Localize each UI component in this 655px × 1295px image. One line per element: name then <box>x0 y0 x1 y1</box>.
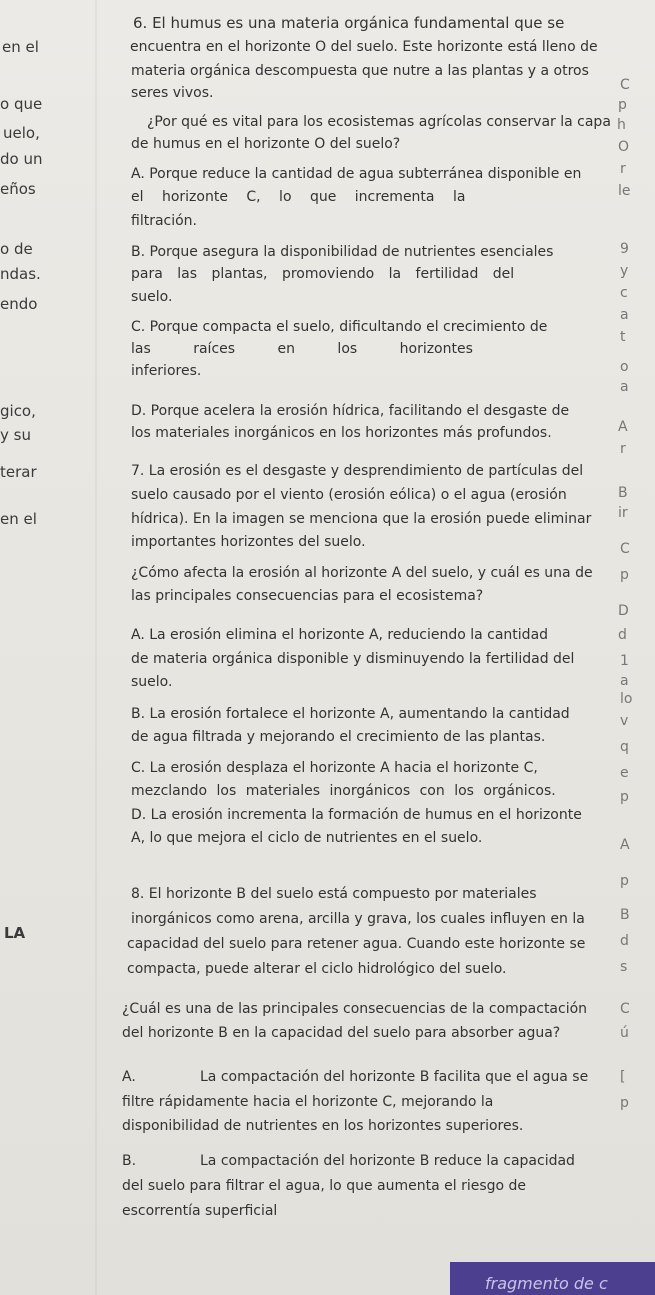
q6-option-b[interactable]: B. Porque asegura la disponibilidad de nutrientes esenciales <box>131 244 554 260</box>
left-fragment: o que <box>0 95 43 113</box>
q6-option-d[interactable]: D. Porque acelera la erosión hídrica, facilitando el desgaste de <box>131 403 570 419</box>
q7-option-b[interactable]: de agua filtrada y mejorando el crecimiento de las plantas. <box>131 729 546 745</box>
right-fragment: p <box>620 567 629 583</box>
right-fragment: 9 <box>620 241 629 257</box>
right-fragment: O <box>618 139 630 155</box>
q6-option-c[interactable]: C. Porque compacta el suelo, dificultando el crecimiento de <box>131 319 548 335</box>
page-fold <box>95 0 97 1295</box>
q8-option-b[interactable]: La compactación del horizonte B reduce la capacidad <box>200 1153 575 1169</box>
q7-intro-line: suelo causado por el viento (erosión eólica) o el agua (erosión <box>131 487 567 503</box>
q6-intro-line: seres vivos. <box>131 85 214 101</box>
left-fragment: do un <box>0 150 43 168</box>
right-fragment: C <box>620 1001 630 1017</box>
right-fragment: A <box>620 837 630 853</box>
q8-question: ¿Cuál es una de las principales consecuencias de la compactación <box>122 1001 588 1017</box>
left-fragment: LA <box>4 924 26 942</box>
right-fragment: 1 <box>620 653 629 669</box>
right-fragment: y <box>620 263 629 279</box>
right-fragment: C <box>620 541 630 557</box>
q8-intro-line: 8. El horizonte B del suelo está compuesto por materiales <box>131 886 537 902</box>
right-fragment: le <box>618 183 631 199</box>
q8-option-b-label[interactable]: B. <box>122 1153 137 1169</box>
q8-intro-line: inorgánicos como arena, arcilla y grava, los cuales influyen en la <box>131 911 585 927</box>
q7-option-c[interactable]: C. La erosión desplaza el horizonte A hacia el horizonte C, <box>131 760 538 776</box>
q7-option-c[interactable]: mezclando los materiales inorgánicos con los orgánicos. <box>131 783 556 799</box>
right-fragment: v <box>620 713 629 729</box>
left-fragment: uelo, <box>3 124 40 142</box>
q6-option-c[interactable]: inferiores. <box>131 363 202 379</box>
left-fragment: terar <box>0 463 37 481</box>
right-fragment: p <box>620 1095 629 1111</box>
q8-option-a[interactable]: La compactación del horizonte B facilita que el agua se <box>200 1069 589 1085</box>
right-fragment: o <box>620 359 629 375</box>
q7-option-d[interactable]: D. La erosión incrementa la formación de humus en el horizonte <box>131 807 582 823</box>
q8-intro-line: compacta, puede alterar el ciclo hidrológico del suelo. <box>127 961 507 977</box>
right-fragment: t <box>620 329 626 345</box>
left-fragment: endo <box>0 295 38 313</box>
right-fragment: p <box>618 97 627 113</box>
right-fragment: A <box>618 419 628 435</box>
q7-option-b[interactable]: B. La erosión fortalece el horizonte A, aumentando la cantidad <box>131 706 570 722</box>
q6-option-c[interactable]: las raíces en los horizontes <box>131 341 473 357</box>
right-fragment: [ <box>620 1069 626 1085</box>
q7-option-a[interactable]: suelo. <box>131 674 173 690</box>
q7-option-d[interactable]: A, lo que mejora el ciclo de nutrientes en el suelo. <box>131 830 483 846</box>
q7-intro-line: importantes horizontes del suelo. <box>131 534 366 550</box>
q6-intro-line: encuentra en el horizonte O del suelo. Este horizonte está lleno de <box>130 39 598 55</box>
q6-option-a[interactable]: filtración. <box>131 213 198 229</box>
left-fragment: gico, <box>0 402 36 420</box>
right-fragment: s <box>620 959 628 975</box>
left-fragment: o de <box>0 240 33 258</box>
right-fragment: h <box>617 117 626 133</box>
q6-question: ¿Por qué es vital para los ecosistemas agrícolas conservar la capa <box>147 114 611 130</box>
q7-option-a[interactable]: de materia orgánica disponible y disminuyendo la fertilidad del <box>131 651 575 667</box>
q6-option-b[interactable]: suelo. <box>131 289 173 305</box>
q8-option-a[interactable]: filtre rápidamente hacia el horizonte C, mejorando la <box>122 1094 494 1110</box>
left-fragment: eños <box>0 180 36 198</box>
right-fragment: r <box>620 441 626 457</box>
right-fragment: d <box>620 933 629 949</box>
q7-option-a[interactable]: A. La erosión elimina el horizonte A, reduciendo la cantidad <box>131 627 549 643</box>
q6-option-a[interactable]: A. Porque reduce la cantidad de agua subterránea disponible en <box>131 166 582 182</box>
left-fragment: en el <box>0 510 37 528</box>
right-fragment: r <box>620 161 626 177</box>
right-fragment: lo <box>620 691 633 707</box>
right-fragment: C <box>620 77 630 93</box>
q6-question: de humus en el horizonte O del suelo? <box>131 136 401 152</box>
q8-intro-line: capacidad del suelo para retener agua. Cuando este horizonte se <box>127 936 586 952</box>
right-fragment: ir <box>618 505 628 521</box>
q7-question: ¿Cómo afecta la erosión al horizonte A del suelo, y cuál es una de <box>131 565 593 581</box>
left-fragment: y su <box>0 426 31 444</box>
right-fragment: a <box>620 673 629 689</box>
q6-option-d[interactable]: los materiales inorgánicos en los horizontes más profundos. <box>131 425 552 441</box>
q8-option-a[interactable]: disponibilidad de nutrientes en los horizontes superiores. <box>122 1118 524 1134</box>
right-fragment: d <box>618 627 627 643</box>
right-fragment: a <box>620 307 629 323</box>
q8-question: del horizonte B en la capacidad del suelo para absorber agua? <box>122 1025 561 1041</box>
right-fragment: a <box>620 379 629 395</box>
bottom-band-text: fragmento de c <box>485 1274 608 1293</box>
q6-intro-line: materia orgánica descompuesta que nutre a las plantas y a otros <box>131 63 589 79</box>
right-fragment: ú <box>620 1025 629 1041</box>
q7-question: las principales consecuencias para el ecosistema? <box>131 588 484 604</box>
right-fragment: e <box>620 765 629 781</box>
q6-option-b[interactable]: para las plantas, promoviendo la fertilidad del <box>131 266 515 282</box>
right-fragment: B <box>618 485 628 501</box>
right-fragment: p <box>620 873 629 889</box>
right-fragment: c <box>620 285 628 301</box>
right-fragment: D <box>618 603 629 619</box>
right-fragment: q <box>620 739 629 755</box>
left-fragment: en el <box>2 38 39 56</box>
left-fragment: ndas. <box>0 265 41 283</box>
right-fragment: p <box>620 789 629 805</box>
q8-option-b[interactable]: escorrentía superficial <box>122 1203 278 1219</box>
q8-option-b[interactable]: del suelo para filtrar el agua, lo que aumenta el riesgo de <box>122 1178 527 1194</box>
right-fragment: B <box>620 907 630 923</box>
q8-option-a-label[interactable]: A. <box>122 1069 136 1085</box>
q6-intro-line: 6. El humus es una materia orgánica fundamental que se <box>133 14 565 32</box>
q7-intro-line: 7. La erosión es el desgaste y desprendimiento de partículas del <box>131 463 584 479</box>
q6-option-a[interactable]: el horizonte C, lo que incrementa la <box>131 189 466 205</box>
q7-intro-line: hídrica). En la imagen se menciona que la erosión puede eliminar <box>131 511 592 527</box>
